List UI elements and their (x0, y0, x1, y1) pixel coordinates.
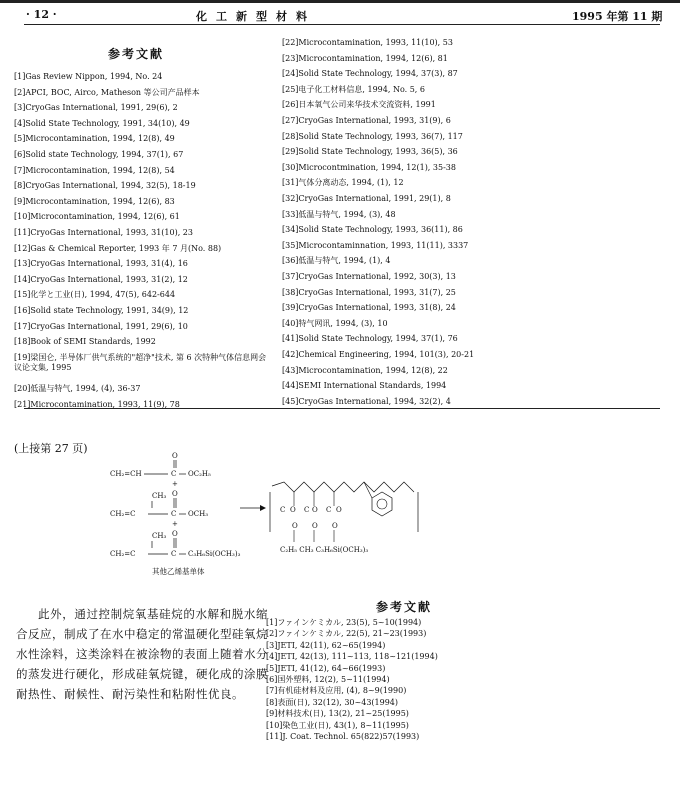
polymer-structure (270, 482, 418, 554)
reference-item: [36]低温与特气, 1994, (1), 4 (282, 256, 391, 266)
row1-left: CH₂=CH (110, 470, 142, 478)
svg-text:+: + (172, 480, 178, 488)
reference-item: [8]表面(日), 32(12), 30~43(1994) (266, 697, 399, 707)
reference-item: [10]染色工业(日), 43(1), 8~11(1995) (266, 720, 409, 730)
continued-note: (上接第 27 页) (14, 442, 88, 455)
row3-right: C₃H₆Si(OCH₃)₃ (188, 550, 241, 558)
reference-item: [1]ファインケミカル, 23(5), 5~10(1994) (266, 618, 422, 627)
reference-item: [40]特气网讯, 1994, (3), 10 (282, 318, 388, 328)
reference-item: [18]Book of SEMI Standards, 1992 (14, 337, 156, 347)
svg-text:C: C (171, 550, 177, 558)
reference-item: [1]Gas Review Nippon, 1994, No. 24 (14, 72, 163, 81)
reference-item: [4]Solid State Technology, 1991, 34(10), 49 (14, 118, 190, 128)
monomer-silane-methacrylate (110, 530, 241, 576)
reference-item: [34]Solid State Technology, 1993, 36(11), 86 (282, 225, 463, 235)
body-paragraph: 此外，通过控制烷氧基硅烷的水解和脱水缩合反应，制成了在水中稳定的常温硬化型硅氧烷水性涂料，这类涂料在被涂物的表面上随着水分的蒸发进行硬化，形成硅氧烷键，硬化成的涂膜耐热性、耐候性、耐污染性和粘附性优良。 (16, 607, 268, 701)
reference-item: [43]Microcontamination, 1994, 12(8), 22 (282, 365, 448, 375)
svg-text:O: O (312, 522, 318, 530)
reference-item: [37]CryoGas International, 1992, 30(3), 13 (282, 272, 456, 281)
reference-item: [45]CryoGas International, 1994, 32(2), 4 (282, 396, 451, 406)
reference-item: [4]JETI, 42(13), 111~113, 118~121(1994) (266, 652, 438, 662)
reference-item: [25]电子化工材料信息, 1994, No. 5, 6 (282, 84, 425, 94)
reference-item: [11]J. Coat. Technol. 65(822)57(1993) (266, 732, 420, 741)
svg-text:C: C (326, 506, 332, 514)
top-border (0, 0, 680, 3)
reference-item: [35]Microcontaminnation, 1993, 11(11), 3337 (282, 240, 469, 250)
reference-item: [22]Microcontamination, 1993, 11(10), 53 (282, 38, 453, 47)
svg-text:O: O (332, 522, 338, 530)
reference-item: [2]ファインケミカル, 22(5), 21~23(1993) (266, 629, 427, 639)
reference-item: [29]Solid State Technology, 1993, 36(5), 36 (282, 147, 458, 157)
journal-title: 化工新型材料 (196, 10, 316, 23)
reference-item: [42]Chemical Engineering, 1994, 101(3), 20-21 (282, 350, 475, 359)
reference-item: [31]气体分离动态, 1994, (1), 12 (282, 178, 404, 188)
reference-item: [6]Solid state Technology, 1994, 37(1), 67 (14, 150, 184, 159)
row1-right: OC₂H₅ (188, 470, 211, 478)
reference-item: [13]CryoGas International, 1993, 31(4), 16 (14, 259, 188, 269)
row3-left: CH₂=C (110, 550, 136, 558)
reference-item: [12]Gas & Chemical Reporter, 1993 年 7 月(No. 88) (14, 243, 222, 253)
reference-item: [14]CryoGas International, 1993, 31(2), 12 (14, 274, 188, 284)
reference-item: [8]CryoGas International, 1994, 32(5), 18-19 (14, 181, 196, 191)
svg-text:C: C (171, 510, 177, 518)
reference-item: [39]CryoGas International, 1993, 31(8), 24 (282, 303, 456, 313)
reference-item: [21]Microcontamination, 1993, 11(9), 78 (14, 399, 180, 409)
chemical-structures (100, 452, 520, 592)
benzene-ring (372, 492, 392, 516)
svg-text:+: + (172, 520, 178, 528)
reference-item: [44]SEMI International Standards, 1994 (282, 381, 447, 391)
reference-item: [28]Solid State Technology, 1993, 36(7), 117 (282, 131, 463, 141)
reference-item: [5]Microcontamination, 1994, 12(8), 49 (14, 134, 175, 144)
svg-text:C: C (304, 506, 310, 514)
header-rule (24, 24, 660, 25)
monomer-ethyl-acrylate (110, 452, 211, 488)
references-title: 参考文献 (108, 47, 165, 61)
reference-item: [24]Solid State Technology, 1994, 37(3), 87 (282, 69, 458, 79)
reference-item: [7]Microcontamination, 1994, 12(8), 54 (14, 165, 175, 175)
references2-title: 参考文献 (376, 600, 433, 614)
reference-item: [26]日本氧气公司来华技术交流资料, 1991 (282, 100, 436, 110)
monomer-methyl-methacrylate (110, 490, 208, 528)
svg-text:O: O (290, 506, 296, 514)
reference-item: [41]Solid State Technology, 1994, 37(1), 76 (282, 334, 458, 344)
reference-item: [7]有机硅材料及应用, (4), 8~9(1990) (266, 686, 407, 696)
methyl-label-1: CH₃ (152, 492, 167, 500)
svg-text:O: O (312, 506, 318, 514)
page-header (0, 5, 680, 22)
issue-label: 1995 年第 11 期 (572, 10, 663, 23)
section-rule (24, 408, 660, 409)
reference-item: [2]APCI, BOC, Airco, Matheson 等公司产品样本 (14, 87, 200, 97)
reference-item: [10]Microcontamination, 1994, 12(6), 61 (14, 212, 180, 222)
reference-item: [11]CryoGas International, 1993, 31(10), 23 (14, 228, 193, 237)
row2-right: OCH₃ (188, 510, 209, 518)
svg-text:C: C (171, 470, 177, 478)
reference-item: [17]CryoGas International, 1991, 29(6), 10 (14, 321, 188, 331)
row2-left: CH₂=C (110, 510, 136, 518)
reference-item: [33]低温与特气, 1994, (3), 48 (282, 209, 396, 219)
reference-item: [9]材料技术(日), 13(2), 21~25(1995) (266, 709, 409, 719)
reference-item: [32]CryoGas International, 1991, 29(1), 8 (282, 194, 451, 203)
reference-item: [6]国外塑料, 12(2), 5~11(1994) (266, 675, 390, 684)
svg-text:O: O (172, 452, 178, 460)
reference-item: [20]低温与特气, 1994, (4), 36-37 (14, 384, 141, 393)
reference-item: [38]CryoGas International, 1993, 31(7), 25 (282, 287, 456, 297)
svg-text:O: O (172, 490, 178, 498)
reference-item: [3]JETI, 42(11), 62~65(1994) (266, 640, 386, 650)
reference-item: [23]Microcontamination, 1994, 12(6), 81 (282, 53, 448, 63)
reference-item: [9]Microcontamination, 1994, 12(6), 83 (14, 196, 175, 206)
reference-item: [30]Microcontmination, 1994, 12(1), 35-38 (282, 162, 456, 172)
svg-text:O: O (336, 506, 342, 514)
reference-item: [27]CryoGas International, 1993, 31(9), 6 (282, 116, 451, 125)
svg-text:O: O (172, 530, 178, 538)
polymer-substituents: C₂H₅ CH₃ C₃H₆Si(OCH₃)₃ (280, 546, 369, 554)
reference-item: [19]梁国仑, 半导体厂供气系统的"超净"技术, 第 6 次特种气体信息网会议论文集, 1995 (14, 352, 267, 372)
monomer-caption: 其他乙烯基单体 (152, 567, 205, 576)
reference-item: [16]Solid state Technology, 1991, 34(9), 12 (14, 306, 189, 315)
page-number: · 12 · (26, 8, 57, 21)
reference-item: [3]CryoGas International, 1991, 29(6), 2 (14, 103, 178, 113)
reference-item: [5]JETI, 41(12), 64~66(1993) (266, 663, 386, 673)
svg-text:C: C (280, 506, 286, 514)
reference-item: [15]化学と工业(日), 1994, 47(5), 642-644 (14, 290, 176, 300)
methyl-label-2: CH₃ (152, 532, 167, 540)
svg-text:O: O (292, 522, 298, 530)
